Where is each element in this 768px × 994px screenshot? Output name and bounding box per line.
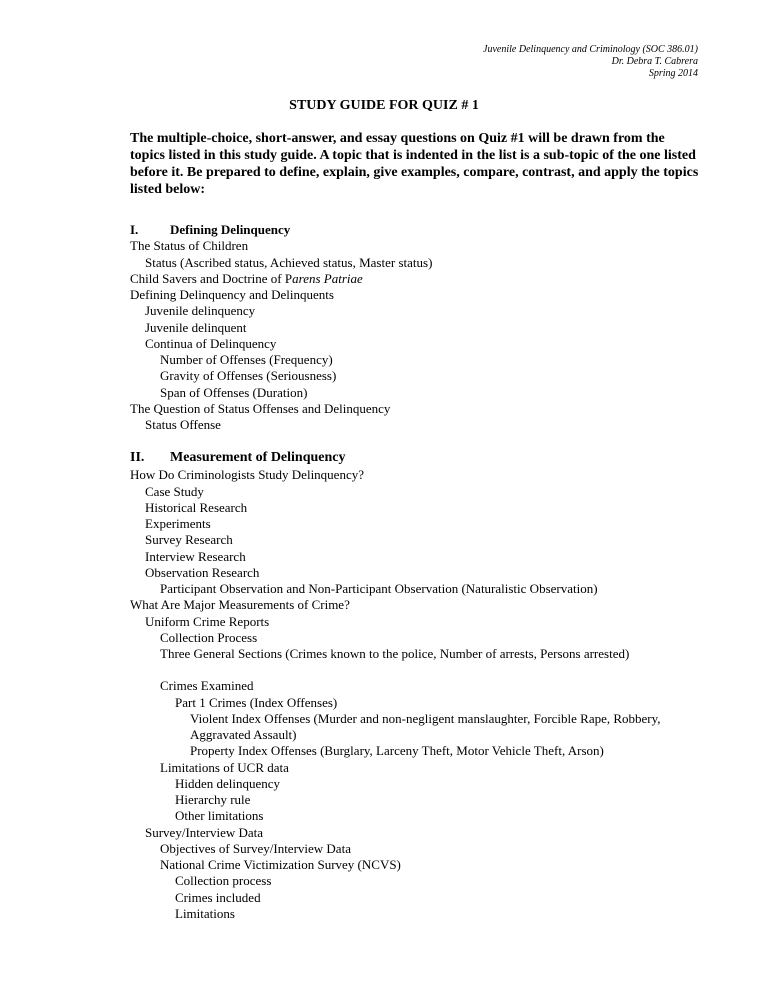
section-title: Measurement of Delinquency [170,450,346,466]
outline-item: What Are Major Measurements of Crime? [130,597,350,613]
outline-item: Other limitations [175,808,264,824]
outline-item: Limitations [175,905,235,921]
outline-item: Status (Ascribed status, Achieved status, Master status) [145,254,433,270]
course-title: Juvenile Delinquency and Criminology (SOC 386.01) [483,44,698,55]
outline-item: The Status of Children [130,238,249,254]
outline-item: Experiments [145,516,211,531]
outline-item: Limitations of UCR data [160,759,289,775]
term: Spring 2014 [648,68,698,79]
outline-item: Hidden delinquency [175,775,281,791]
outline-item: Collection process [175,873,272,889]
blank-line [130,662,730,678]
outline-item: Historical Research [145,499,248,515]
outline-item: Gravity of Offenses (Seriousness) [160,368,337,384]
outline-item: Span of Offenses (Duration) [160,384,308,400]
outline-item: Status Offense [145,417,221,432]
outline-item: Juvenile delinquent [145,319,247,335]
outline-item: Crimes Examined [160,678,254,694]
section-number: II. [130,450,145,466]
section-title: Defining Delinquency [170,222,291,237]
outline-item: Interview Research [145,548,246,564]
outline-item: Three General Sections (Crimes known to the police, Number of arrests, Persons arrested) [160,646,630,661]
outline-item: Uniform Crime Reports [145,613,270,629]
outline-item: Observation Research [145,564,260,580]
outline-item: Number of Offenses (Frequency) [160,352,333,367]
outline-item: Case Study [145,483,204,499]
section-heading-2 [130,449,730,467]
outline-item: Survey Research [145,532,233,548]
outline-item [130,271,730,287]
page-title: STUDY GUIDE FOR QUIZ # 1 [289,98,479,113]
outline-item: Objectives of Survey/Interview Data [160,840,351,856]
outline-item: Defining Delinquency and Delinquents [130,287,334,302]
outline-item: Collection Process [160,629,258,645]
outline-item: How Do Criminologists Study Delinquency? [130,467,364,483]
outline-item: National Crime Victimization Survey (NCVS) [160,857,401,872]
section-number: I. [130,222,139,237]
instructor-name: Dr. Debra T. Cabrera [611,56,698,67]
section-heading-1 [130,222,730,238]
outline-item: Aggravated Assault) [190,727,297,742]
topic-outline [130,222,730,922]
outline-item-text: Child Savers and Doctrine of P [130,270,293,286]
outline-item: Survey/Interview Data [145,824,264,840]
outline-item: Hierarchy rule [175,792,251,807]
outline-item: Continua of Delinquency [145,335,277,351]
outline-item: Juvenile delinquency [145,303,256,319]
outline-item-italic: arens Patriae [292,270,363,286]
intro-paragraph: The multiple-choice, short-answer, and essay questions on Quiz #1 will be drawn from the topics listed in this study guide. A topic that is indented in the list is a sub-topic of the one listed before it. Be prepared to define, explain, give examples, compare, contrast, and apply the topics listed below: [130,131,699,197]
outline-item: Crimes included [175,889,261,905]
outline-item: Property Index Offenses (Burglary, Larceny Theft, Motor Vehicle Theft, Arson) [190,743,604,759]
outline-item: Violent Index Offenses (Murder and non-negligent manslaughter, Forcible Rape, Robbery, [190,710,661,726]
outline-item: Part 1 Crimes (Index Offenses) [175,694,338,710]
course-header [483,44,698,80]
outline-item: Participant Observation and Non-Participant Observation (Naturalistic Observation) [160,581,598,596]
outline-item: The Question of Status Offenses and Delinquency [130,400,391,416]
